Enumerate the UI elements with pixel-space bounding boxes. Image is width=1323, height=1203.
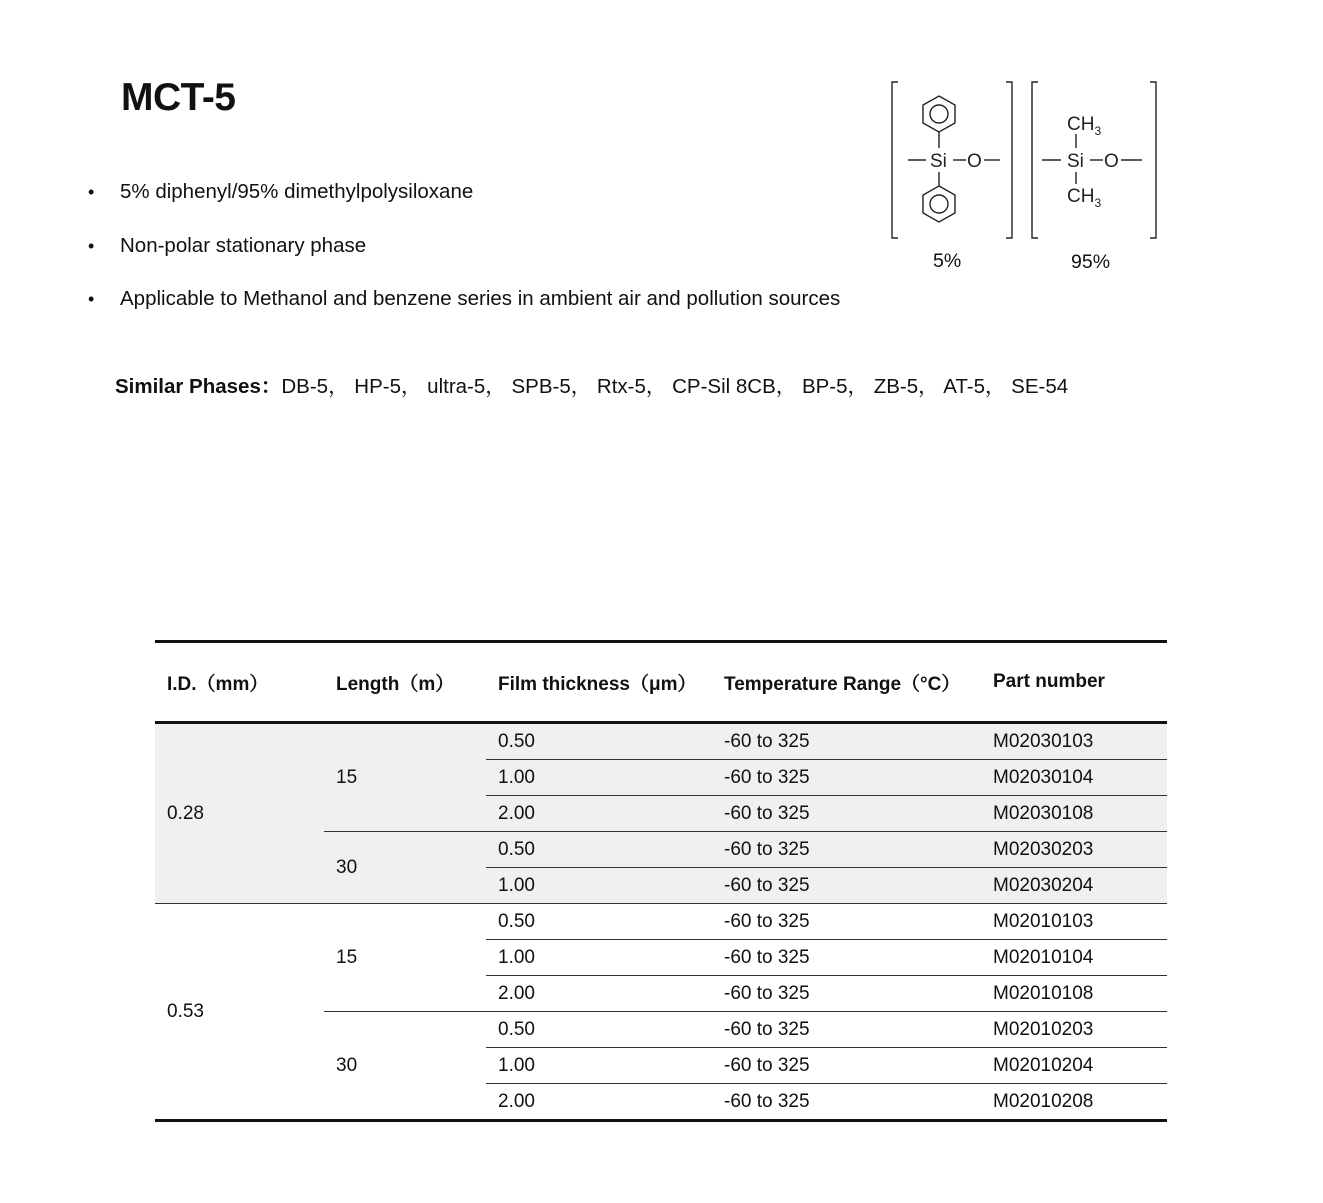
temp-cell: -60 to 325 (712, 796, 981, 832)
film-cell: 2.00 (486, 796, 712, 832)
table-row (155, 904, 1167, 940)
id-cell: 0.53 (167, 1000, 204, 1022)
length-cell: 15 (324, 904, 486, 1012)
length-cell: 30 (324, 832, 486, 904)
temp-cell: -60 to 325 (712, 1012, 981, 1048)
temp-cell: -60 to 325 (712, 832, 981, 868)
temp-cell: -60 to 325 (712, 1048, 981, 1084)
id-group-028 (155, 723, 1167, 904)
right-oxygen-atom: O (1104, 151, 1119, 172)
feature-item: • Non-polar stationary phase (88, 232, 840, 286)
similar-phases (115, 373, 1068, 401)
feature-item: • Applicable to Methanol and benzene series in ambient air and pollution sources (88, 285, 840, 339)
film-cell: 0.50 (486, 723, 712, 760)
top-phenyl-circle (930, 105, 948, 123)
temp-cell: -60 to 325 (712, 940, 981, 976)
header-temperature-range: Temperature Range（°C） (712, 642, 981, 723)
left-si-atom: Si (930, 151, 947, 172)
part-number-cell: M02010108 (981, 976, 1167, 1012)
id-group-053 (155, 904, 1167, 1121)
part-number-cell: M02010203 (981, 1012, 1167, 1048)
part-number-cell: M02010204 (981, 1048, 1167, 1084)
left-bracket-open (892, 82, 898, 238)
header-film-thickness: Film thickness（μm） (486, 642, 712, 723)
temp-cell: -60 to 325 (712, 760, 981, 796)
specification-table (155, 640, 1167, 1122)
right-bracket-open (1032, 82, 1038, 238)
similar-phases-values: DB-5， HP-5， ultra-5， SPB-5， Rtx-5， CP-Sil 8CB， BP-5， ZB-5， AT-5， SE-54 (281, 375, 1069, 398)
bottom-phenyl-circle (930, 195, 948, 213)
length-cell: 15 (324, 723, 486, 832)
top-methyl-group: $CH_3$ (1067, 114, 1102, 138)
top-phenyl-ring (923, 96, 955, 132)
temp-cell: -60 to 325 (724, 1090, 810, 1112)
right-si-atom: Si (1067, 151, 1084, 172)
film-cell: 0.50 (486, 832, 712, 868)
left-oxygen-atom: O (967, 151, 982, 172)
part-number-cell: M02030204 (981, 868, 1167, 904)
table-header-row (155, 642, 1167, 723)
part-number-cell: M02030108 (981, 796, 1167, 832)
part-number-cell: M02010208 (993, 1090, 1094, 1112)
header-length: Length（m） (324, 642, 486, 723)
film-cell: 0.50 (486, 904, 712, 940)
table-row (155, 723, 1167, 760)
chemical-structure-diagram (880, 76, 1170, 286)
feature-list (88, 178, 840, 339)
bottom-methyl-group: $CH_3$ (1067, 186, 1102, 210)
header-id: I.D.（mm） (155, 642, 324, 723)
part-number-cell: M02030103 (981, 723, 1167, 760)
film-cell: 0.50 (486, 1012, 712, 1048)
temp-cell: -60 to 325 (712, 976, 981, 1012)
temp-cell: -60 to 325 (712, 904, 981, 940)
page-title: MCT-5 (121, 76, 236, 119)
right-bracket-close (1150, 82, 1156, 238)
film-cell: 2.00 (486, 976, 712, 1012)
part-number-cell: M02010104 (981, 940, 1167, 976)
similar-phases-label: Similar Phases： (115, 375, 282, 398)
diphenyl-percent: 5% (933, 250, 962, 272)
temp-cell: -60 to 325 (712, 868, 981, 904)
temp-cell: -60 to 325 (712, 723, 981, 760)
header-part-number: Part number (981, 642, 1167, 723)
length-cell: 30 (336, 1054, 358, 1076)
part-number-cell: M02010103 (981, 904, 1167, 940)
dimethyl-percent: 95% (1071, 251, 1111, 273)
film-cell: 1.00 (486, 868, 712, 904)
film-cell: 1.00 (486, 1048, 712, 1084)
film-cell: 1.00 (486, 760, 712, 796)
part-number-cell: M02030104 (981, 760, 1167, 796)
left-bracket-close (1006, 82, 1012, 238)
film-cell: 2.00 (498, 1090, 535, 1112)
id-cell: 0.28 (155, 723, 324, 904)
bottom-phenyl-ring (923, 186, 955, 222)
feature-item: • 5% diphenyl/95% dimethylpolysiloxane (88, 178, 840, 232)
part-number-cell: M02030203 (981, 832, 1167, 868)
film-cell: 1.00 (486, 940, 712, 976)
